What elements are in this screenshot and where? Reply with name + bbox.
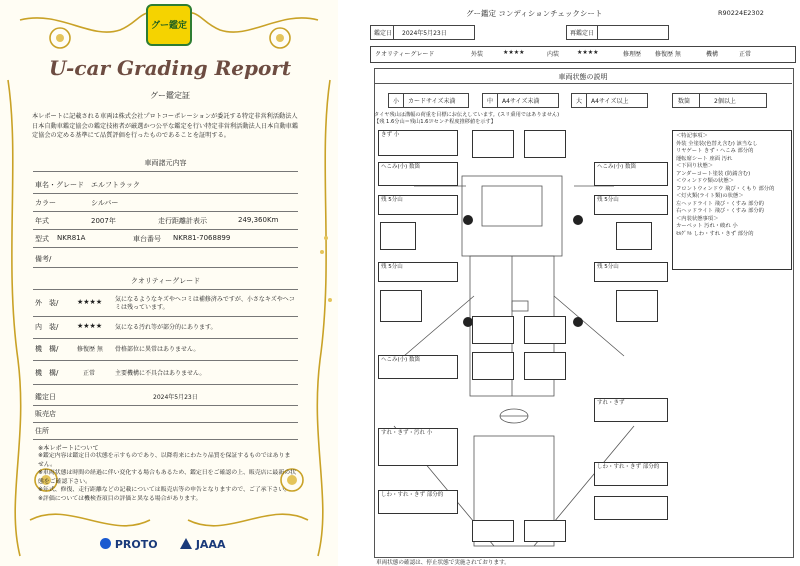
vehicle-chassis-value: NKR81-7068899 bbox=[173, 234, 231, 242]
inspection-date-label: 鑑定日 bbox=[35, 393, 56, 401]
store-row bbox=[33, 405, 298, 423]
damage-label: きず 小 bbox=[381, 132, 400, 138]
front-right-tire-icon bbox=[573, 215, 583, 225]
rear-right-tire-icon bbox=[573, 317, 583, 327]
reinspect-label-cell bbox=[566, 25, 598, 40]
note-line: アンダーコート塗装 (防錆含む) bbox=[676, 170, 751, 177]
notes-heading: ＜内装状態事項＞ bbox=[676, 215, 719, 222]
mechanism-label: 機構 bbox=[706, 51, 719, 58]
sheet-id: R90224E2302 bbox=[718, 9, 764, 17]
exterior-label: 外装 bbox=[471, 51, 484, 58]
quality-exterior-label: 外 装/ bbox=[35, 299, 59, 307]
report-note: ※評価については機検査項目の評価と異なる場合があります。 bbox=[38, 495, 202, 502]
note-line: カーペット 汚れ・破れ 小 bbox=[676, 223, 738, 230]
vehicle-mileage-label: 走行距離計表示 bbox=[158, 217, 207, 225]
damage-box bbox=[472, 316, 514, 344]
damage-box bbox=[524, 352, 566, 380]
vehicle-notes-label: 備考/ bbox=[35, 255, 52, 263]
goo-badge bbox=[146, 4, 192, 46]
certificate-intro: 本レポートに記載される車両は株式会社プロトコーポレーションが委託する特定非営利活動法人日本自動車鑑定協会の鑑定技術者が厳選かつ公平な鑑定を行い特定非営利活動法人日本自動車鑑定協会の定める基準にて品質評価を行ったものであることを証明する。 bbox=[32, 113, 299, 140]
legend-large-text bbox=[586, 93, 648, 108]
front-left-tire-icon bbox=[463, 215, 473, 225]
vehicle-color-value: シルバー bbox=[91, 199, 119, 207]
legend-small-key bbox=[388, 93, 404, 108]
damage-box bbox=[594, 162, 668, 186]
condition-check-sheet bbox=[366, 0, 800, 566]
exterior-value: ★★★★ bbox=[503, 49, 525, 56]
damage-label: すれ・きず・汚れ 小 bbox=[381, 430, 433, 436]
damage-box bbox=[616, 290, 658, 322]
legend-medium-key bbox=[482, 93, 498, 108]
reinspect-value-cell bbox=[597, 25, 669, 40]
tire-label: 残 5分山 bbox=[597, 197, 619, 203]
quality-interior-row bbox=[33, 318, 298, 339]
store-label: 販売店 bbox=[35, 410, 56, 418]
legend-medium-text bbox=[497, 93, 559, 108]
sheet-title: グー鑑定 コンディションチェックシート bbox=[466, 9, 603, 18]
quality-mechanism-label: 機 構/ bbox=[35, 369, 59, 377]
interior-label: 内装 bbox=[547, 51, 560, 58]
quality-exterior-grade: ★★★★ bbox=[77, 298, 103, 306]
quality-exterior-row bbox=[33, 294, 298, 317]
grading-certificate bbox=[0, 0, 338, 566]
report-note: ※鑑定内容は鑑定日の状態を示すものであり、以降将来にわたり品質を保証するものではありません。 bbox=[38, 453, 291, 468]
condition-section-title: 車両状態の説明 bbox=[558, 73, 608, 81]
report-notes-header: ※本レポートについて bbox=[38, 445, 99, 452]
damage-box bbox=[472, 352, 514, 380]
special-notes-box bbox=[672, 130, 792, 270]
note-line: 左ヘッドライト 飛び・くすみ 部分的 bbox=[676, 200, 764, 207]
inspect-date-label-cell bbox=[370, 25, 394, 40]
damage-box bbox=[378, 428, 458, 466]
legend-multi-key-text: 数箇 bbox=[678, 98, 691, 105]
damage-label: しわ・すれ・きず 部分的 bbox=[597, 464, 660, 470]
proto-logo-text: PROTO bbox=[114, 538, 158, 551]
vehicle-color-row bbox=[33, 194, 298, 212]
notes-heading: ＜灯火類(ライト類)の状態＞ bbox=[676, 193, 744, 200]
damage-box bbox=[380, 290, 422, 322]
damage-box bbox=[380, 222, 416, 250]
tire-note-2: 【残 1.6分山＝残山1.6ﾐﾘセンチ程度推移値を示す】 bbox=[374, 119, 496, 125]
inspection-date-value: 2024年5月23日 bbox=[153, 394, 198, 401]
quality-repair-text: 骨格部位に異常はありません。 bbox=[115, 346, 200, 353]
vehicle-year-label: 年式 bbox=[35, 217, 49, 225]
inspect-date-value: 2024年5月23日 bbox=[402, 30, 447, 37]
quality-interior-text: 気になる汚れ等が部分的にあります。 bbox=[115, 324, 217, 331]
tire-label: 残 5分山 bbox=[381, 264, 403, 270]
tire-box bbox=[378, 262, 458, 282]
damage-label: すれ・きず bbox=[597, 400, 625, 406]
address-label: 住所 bbox=[35, 427, 49, 435]
tire-box bbox=[594, 262, 668, 282]
vehicle-mileage-value: 249,360Km bbox=[238, 216, 279, 224]
legend-medium-key-text: 中 bbox=[487, 98, 494, 105]
tire-label: 残 5分山 bbox=[381, 197, 403, 203]
note-line: フロントウィンドウ 飛び・くもり 部分的 bbox=[676, 185, 775, 192]
quality-interior-grade: ★★★★ bbox=[77, 322, 103, 330]
note-line: リヤゲート きず・へこみ 部分的 bbox=[676, 148, 754, 155]
vehicle-model-label: 型式 bbox=[35, 235, 49, 243]
legend-large-key-text: 大 bbox=[576, 98, 583, 105]
notes-heading: ＜ウィンドウ類の状態＞ bbox=[676, 178, 734, 185]
repair-value: 修復歴 無 bbox=[655, 51, 681, 58]
jaaa-logo-icon bbox=[180, 538, 192, 549]
note-line: 外装 全塗装(色替え含む) 該当なし bbox=[676, 140, 758, 147]
quality-mechanism-grade: 正常 bbox=[83, 370, 96, 377]
legend-large-key bbox=[571, 93, 587, 108]
truck-cab-roof bbox=[482, 186, 542, 226]
proto-logo-icon bbox=[100, 538, 111, 549]
tire-note: タイヤ残山は溝幅の荷重を目標にお伝えしています。(スリ乗用ではありません) bbox=[374, 112, 560, 118]
legend-medium-text-value: A4サイズ未満 bbox=[502, 98, 540, 105]
jaaa-logo bbox=[180, 538, 225, 551]
vehicle-chassis-label: 車台番号 bbox=[133, 235, 161, 243]
vehicle-section-title: 車両諸元内容 bbox=[33, 158, 298, 172]
report-note: ※年式、修復、走行距離などの記載については販売店等の申告となりますので、ご了承下さい。 bbox=[38, 487, 291, 494]
tire-box bbox=[594, 195, 668, 215]
legend-small-text bbox=[403, 93, 469, 108]
report-title: U-car Grading Report bbox=[48, 56, 292, 80]
report-subtitle: グー鑑定証 bbox=[150, 91, 190, 100]
vehicle-name-label: 車名・グレード bbox=[35, 181, 84, 189]
jaaa-logo-text: JAAA bbox=[195, 538, 226, 551]
grade-label: クオリティーグレード bbox=[375, 51, 435, 58]
damage-box bbox=[472, 520, 514, 542]
address-row bbox=[33, 422, 298, 440]
quality-section-title: クオリティーグレード bbox=[33, 276, 298, 290]
inspection-date-row bbox=[33, 388, 298, 406]
damage-box bbox=[378, 130, 458, 156]
note-line: 右ヘッドライト 飛び・くすみ 部分的 bbox=[676, 208, 764, 215]
note-line: 運転席シート 座面 汚れ bbox=[676, 155, 733, 162]
quality-mechanism-row bbox=[33, 364, 298, 385]
damage-box bbox=[594, 462, 668, 486]
mechanism-value: 正常 bbox=[739, 51, 752, 58]
special-notes bbox=[676, 133, 774, 238]
tire-box bbox=[378, 195, 458, 215]
quality-exterior-text: 気になるようなキズやヘコミは補修済みですが、小さなキズやヘコミは残っています。 bbox=[115, 296, 295, 312]
damage-label: へこみ(小) 数箇 bbox=[597, 164, 637, 170]
goo-badge-text: グー鑑定 bbox=[150, 21, 187, 31]
damage-box bbox=[378, 162, 458, 186]
damage-box bbox=[524, 316, 566, 344]
vehicle-color-label: カラー bbox=[35, 199, 56, 207]
tire-label: 残 5分山 bbox=[597, 264, 619, 270]
legend-multi-text bbox=[699, 93, 767, 108]
legend-large-text-value: A4サイズ以上 bbox=[591, 98, 629, 105]
damage-label: へこみ(小) 数箇 bbox=[381, 357, 421, 363]
quality-interior-label: 内 装/ bbox=[35, 323, 59, 331]
legend-small-text-value: カードサイズ未満 bbox=[408, 98, 456, 105]
notes-heading: ＜特記事項＞ bbox=[676, 133, 708, 139]
damage-box bbox=[524, 520, 566, 542]
quality-repair-row bbox=[33, 340, 298, 361]
truck-cab-outline bbox=[462, 176, 562, 256]
grade-row bbox=[370, 46, 796, 63]
quality-repair-grade: 修復歴 無 bbox=[77, 346, 103, 353]
note-line: ｾﾙｸﾞﾘﾙ しわ・すれ・きず 部分的 bbox=[676, 230, 754, 237]
notes-heading: ＜下回り状態＞ bbox=[676, 163, 714, 170]
sheet-footer: 車両状態の確認は、停止状態で実施されております。 bbox=[376, 560, 510, 566]
legend-small-key-text: 小 bbox=[393, 98, 400, 105]
damage-box bbox=[594, 496, 668, 520]
repair-label: 修理歴 bbox=[623, 51, 642, 58]
report-note: ※車両状態は時間の経過に伴い変化する場合もあるため、鑑定日をご確認の上、販売店に最新の状態をご確認下さい。 bbox=[38, 470, 296, 485]
damage-box bbox=[616, 222, 652, 250]
damage-label: へこみ(小) 数箇 bbox=[381, 164, 421, 170]
report-notes bbox=[38, 452, 296, 503]
vehicle-name-row bbox=[33, 176, 298, 194]
inspect-date-label: 鑑定日 bbox=[374, 30, 393, 37]
interior-value: ★★★★ bbox=[577, 49, 599, 56]
vehicle-year-value: 2007年 bbox=[91, 217, 116, 225]
damage-box bbox=[378, 490, 458, 514]
quality-repair-label: 機 構/ bbox=[35, 345, 59, 353]
damage-box bbox=[524, 130, 566, 158]
legend-multi-key bbox=[672, 93, 700, 108]
vehicle-notes-row bbox=[33, 250, 298, 268]
damage-label: しわ・すれ・きず 部分的 bbox=[381, 492, 444, 498]
reinspect-label: 再鑑定日 bbox=[570, 30, 595, 37]
quality-mechanism-text: 主要機構に不具合はありません。 bbox=[115, 370, 206, 377]
inspect-date-value-cell bbox=[393, 25, 475, 40]
legend-multi-text-value: 2個以上 bbox=[714, 98, 736, 105]
damage-box bbox=[594, 398, 668, 422]
vehicle-year-row bbox=[33, 212, 298, 230]
vehicle-model-row bbox=[33, 230, 298, 248]
damage-box bbox=[378, 355, 458, 379]
vehicle-model-value: NKR81A bbox=[57, 234, 86, 242]
section-divider bbox=[374, 83, 792, 84]
damage-box bbox=[472, 130, 514, 158]
vehicle-name-value: エルフトラック bbox=[91, 181, 140, 189]
proto-logo bbox=[100, 538, 158, 551]
